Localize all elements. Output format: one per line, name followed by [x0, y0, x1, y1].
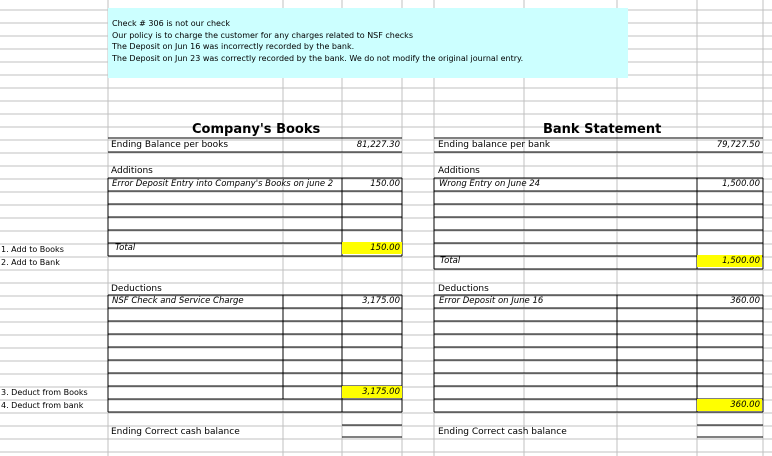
company-deductions-label: Deductions: [111, 284, 162, 294]
bank-additions-total-label: Total: [440, 256, 461, 266]
bank-additions-label: Additions: [438, 166, 480, 176]
row-label-add-bank: 2. Add to Bank: [1, 258, 60, 267]
company-additions-label: Additions: [111, 166, 153, 176]
bank-ending-balance-label: Ending balance per bank: [438, 140, 551, 150]
row-label-deduct-books: 3. Deduct from Books: [1, 388, 88, 397]
company-additions-total-value[interactable]: 150.00: [370, 243, 400, 253]
company-deduction-value[interactable]: 3,175.00: [362, 296, 400, 306]
note-line-2: Our policy is to charge the customer for any charges related to NSF checks: [112, 30, 413, 40]
bank-deductions-total-value[interactable]: 360.00: [730, 400, 760, 410]
instructions-note: [108, 8, 628, 78]
note-line-3: The Deposit on Jun 16 was incorrectly recorded by the bank.: [112, 42, 355, 52]
bank-correct-balance-label: Ending Correct cash balance: [438, 427, 567, 437]
company-addition-item[interactable]: Error Deposit Entry into Company's Books on june 2: [112, 179, 334, 189]
bank-deductions-label: Deductions: [438, 284, 489, 294]
company-addition-value[interactable]: 150.00: [370, 179, 400, 189]
bank-addition-item[interactable]: Wrong Entry on June 24: [439, 179, 541, 189]
company-additions-total-label: Total: [115, 243, 136, 253]
bank-ending-balance-value[interactable]: 79,727.50: [716, 140, 760, 150]
row-label-deduct-bank: 4. Deduct from bank: [1, 401, 84, 410]
company-deductions-total-value[interactable]: 3,175.00: [362, 387, 400, 397]
note-line-4: The Deposit on Jun 23 was correctly recorded by the bank. We do not modify the original journal entry.: [112, 53, 524, 63]
bank-statement-title: Bank Statement: [543, 122, 662, 137]
bank-deduction-value[interactable]: 360.00: [730, 296, 760, 306]
bank-addition-value[interactable]: 1,500.00: [722, 179, 760, 189]
company-correct-balance-label: Ending Correct cash balance: [111, 427, 240, 437]
company-deduction-item[interactable]: NSF Check and Service Charge: [112, 296, 244, 306]
row-label-add-books: 1. Add to Books: [1, 245, 64, 254]
bank-additions-total-value[interactable]: 1,500.00: [722, 256, 760, 266]
bank-deduction-item[interactable]: Error Deposit on June 16: [439, 296, 544, 306]
company-ending-balance-value[interactable]: 81,227.30: [356, 140, 400, 150]
company-books-title: Company's Books: [192, 122, 321, 137]
note-line-1: Check # 306 is not our check: [112, 19, 231, 28]
company-ending-balance-label: Ending Balance per books: [111, 140, 229, 150]
